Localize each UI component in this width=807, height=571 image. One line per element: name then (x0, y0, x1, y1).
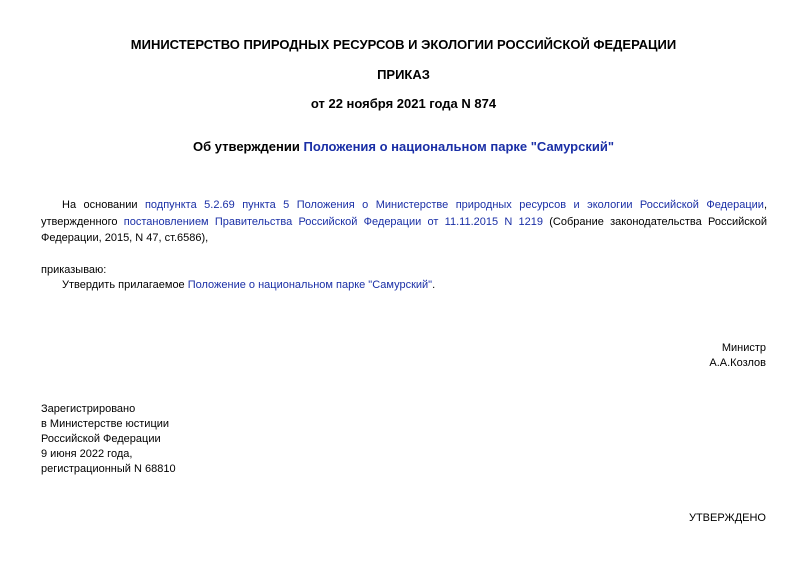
order-date-number: от 22 ноября 2021 года N 874 (310, 96, 497, 111)
basis-paragraph (41, 197, 767, 247)
basis-link-subclause[interactable]: подпункта 5.2.69 пункта 5 Положения о Министерстве природных ресурсов и экологии Российской Федерации (144, 199, 764, 211)
basis-link-resolution[interactable]: постановлением Правительства Российской Федерации от 11.11.2015 N 1219 (123, 215, 544, 228)
order-title-prefix: Об утверждении (193, 139, 304, 154)
ministry-name: МИНИСТЕРСТВО ПРИРОДНЫХ РЕСУРСОВ И ЭКОЛОГИИ РОССИЙСКОЙ ФЕДЕРАЦИИ (130, 37, 677, 52)
registration-line: 9 июня 2022 года, (41, 448, 133, 460)
registration-line: Российской Федерации (41, 433, 161, 445)
registration-block (41, 402, 176, 477)
order-title-link[interactable]: Положения о национальном парке "Самурский" (303, 139, 614, 154)
basis-middle: , утвержденного (41, 199, 767, 228)
orders-word: приказываю: (41, 264, 107, 276)
minister-title: Министр (721, 342, 766, 354)
approve-paragraph (41, 277, 767, 294)
approved-label: УТВЕРЖДЕНО (688, 512, 766, 524)
order-title (0, 139, 807, 155)
registration-line: регистрационный N 68810 (41, 463, 176, 475)
approve-prefix: Утвердить прилагаемое (62, 279, 188, 291)
approve-suffix: . (432, 279, 436, 291)
basis-suffix: (Собрание законодательства Российской Федерации, 2015, N 47, ст.6586), (41, 215, 767, 244)
registration-line: Зарегистрировано (41, 403, 136, 415)
minister-name: А.А.Козлов (709, 357, 766, 369)
approve-link[interactable]: Положение о национальном парке "Самурский" (187, 279, 433, 291)
basis-prefix: На основании (62, 199, 145, 211)
order-type-heading: ПРИКАЗ (377, 67, 430, 82)
registration-line: в Министерстве юстиции (41, 418, 170, 430)
